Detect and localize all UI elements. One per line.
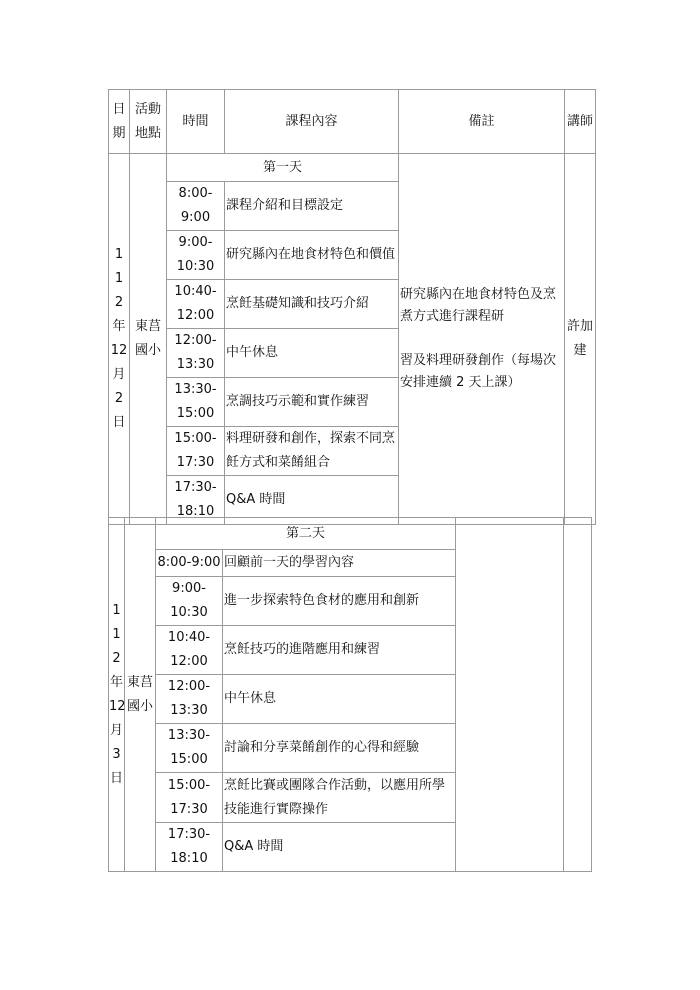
schedule-table-day2 xyxy=(108,517,592,872)
time-cell: 17:30- 18:10 xyxy=(167,476,225,525)
teacher-cell: 許加 建 xyxy=(565,154,596,525)
schedule-table-day1 xyxy=(108,89,596,525)
time-cell: 13:30- 15:00 xyxy=(167,378,225,427)
content-cell: Q&A 時間 xyxy=(223,823,456,872)
time-cell: 12:00- 13:30 xyxy=(167,329,225,378)
content-cell: 烹調技巧示範和實作練習 xyxy=(225,378,399,427)
time-cell: 12:00- 13:30 xyxy=(156,675,223,724)
time-cell: 13:30- 15:00 xyxy=(156,724,223,773)
day-label-row xyxy=(109,518,592,550)
time-cell: 15:00- 17:30 xyxy=(167,427,225,476)
content-cell: 烹飪基礎知識和技巧介紹 xyxy=(225,280,399,329)
content-cell: 課程介紹和目標設定 xyxy=(225,182,399,231)
content-cell: 進一步探索特色食材的應用和創新 xyxy=(223,577,456,626)
content-cell: 料理研發和創作，探索不同烹飪方式和菜餚組合 xyxy=(225,427,399,476)
content-cell: 研究縣內在地食材特色和價值 xyxy=(225,231,399,280)
content-cell: 烹飪技巧的進階應用和練習 xyxy=(223,626,456,675)
content-cell: 中午休息 xyxy=(223,675,456,724)
day-label-row xyxy=(109,154,596,182)
time-cell: 9:00- 10:30 xyxy=(167,231,225,280)
date-cell: 1 1 2 年 12 月 2 日 xyxy=(109,154,130,525)
content-cell: 中午休息 xyxy=(225,329,399,378)
location-cell: 東莒 國小 xyxy=(125,518,156,872)
content-cell: 討論和分享菜餚創作的心得和經驗 xyxy=(223,724,456,773)
day-label: 第一天 xyxy=(167,154,399,182)
day-label: 第二天 xyxy=(156,518,456,550)
time-cell: 10:40- 12:00 xyxy=(167,280,225,329)
time-cell: 8:00-9:00 xyxy=(156,550,223,577)
header-location: 活動 地點 xyxy=(130,90,167,154)
content-cell: Q&A 時間 xyxy=(225,476,399,525)
time-cell: 17:30- 18:10 xyxy=(156,823,223,872)
content-cell: 烹飪比賽或團隊合作活動，以應用所學技能進行實際操作 xyxy=(223,773,456,823)
header-remark: 備註 xyxy=(399,90,565,154)
remark-cell xyxy=(456,518,564,872)
content-cell: 回顧前一天的學習內容 xyxy=(223,550,456,577)
time-cell: 8:00-9:00 xyxy=(167,182,225,231)
remark-cell: 研究縣內在地食材特色及烹煮方式進行課程研 習及料理研發創作（每場次安排連續 2 天上課） xyxy=(399,154,565,525)
header-row xyxy=(109,90,596,154)
time-cell: 10:40- 12:00 xyxy=(156,626,223,675)
header-teacher: 講師 xyxy=(565,90,596,154)
location-cell: 東莒 國小 xyxy=(130,154,167,525)
teacher-cell xyxy=(564,518,592,872)
date-cell: 1 1 2 年 12 月 3 日 xyxy=(109,518,125,872)
header-time: 時間 xyxy=(167,90,225,154)
time-cell: 15:00- 17:30 xyxy=(156,773,223,823)
header-content: 課程內容 xyxy=(225,90,399,154)
time-cell: 9:00-10:30 xyxy=(156,577,223,626)
header-date: 日 期 xyxy=(109,90,130,154)
